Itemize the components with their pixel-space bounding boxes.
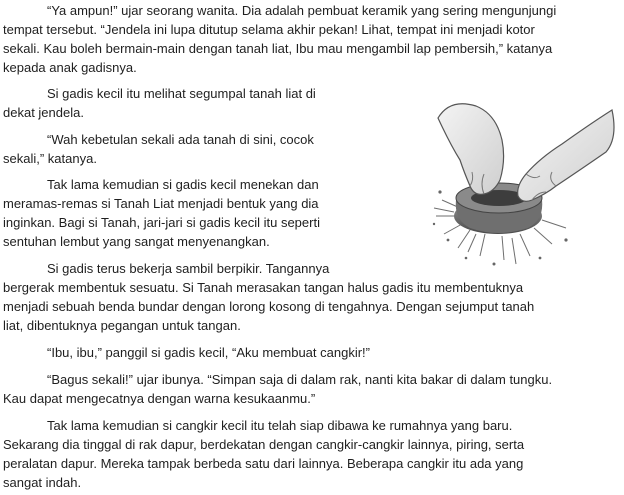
text-line: sekali. Kau boleh bermain-main dengan tanah liat, Ibu mau mengambil lap pembersih,” katanya bbox=[3, 41, 553, 56]
text-line: sentuhan lembut yang sangat menyenangkan. bbox=[3, 234, 270, 249]
text-line: menjadi sebuah benda bundar dengan lorong kosong di tengahnya. Dengan sejumput tanah bbox=[3, 299, 535, 314]
text-line: liat, dibentuknya pegangan untuk tangan. bbox=[3, 318, 241, 333]
text-line: kepada anak gadisnya. bbox=[3, 60, 137, 75]
text-line: Si gadis terus bekerja sambil berpikir. Tangannya bbox=[47, 261, 330, 276]
text-line: sangat indah. bbox=[3, 475, 82, 490]
text-line: bergerak membentuk sesuatu. Si Tanah merasakan tangan halus gadis itu membentuknya bbox=[3, 280, 524, 295]
hands-shaping-clay-icon bbox=[430, 88, 620, 268]
text-line: “Wah kebetulan sekali ada tanah di sini, cocok bbox=[47, 132, 314, 147]
text-line: inginkan. Bagi si Tanah, jari-jari si gadis kecil itu seperti bbox=[3, 215, 320, 230]
text-line: meramas-remas si Tanah Liat menjadi bentuk yang dia bbox=[3, 196, 319, 211]
text-line: “Bagus sekali!” ujar ibunya. “Simpan saja di dalam rak, nanti kita bakar di dalam tungku. bbox=[47, 372, 553, 387]
text-line: Si gadis kecil itu melihat segumpal tanah liat di bbox=[47, 86, 316, 101]
text-line: dekat jendela. bbox=[3, 105, 84, 120]
text-line: Tak lama kemudian si cangkir kecil itu telah siap dibawa ke rumahnya yang baru. bbox=[47, 418, 513, 433]
text-line: peralatan dapur. Mereka tampak berbeda satu dari lainnya. Beberapa cangkir itu ada yang bbox=[3, 456, 524, 471]
text-line: Tak lama kemudian si gadis kecil menekan dan bbox=[47, 177, 319, 192]
text-line: Sekarang dia tinggal di rak dapur, berdekatan dengan cangkir-cangkir lainnya, piring, serta bbox=[3, 437, 525, 452]
text-line: “Ibu, ibu,” panggil si gadis kecil, “Aku membuat cangkir!” bbox=[47, 345, 370, 360]
text-line: “Ya ampun!” ujar seorang wanita. Dia adalah pembuat keramik yang sering mengunjungi bbox=[47, 3, 557, 18]
text-line: tempat tersebut. “Jendela ini lupa ditutup selama akhir pekan! Lihat, tempat ini menjadi kotor bbox=[3, 22, 535, 37]
text-line: sekali,” katanya. bbox=[3, 151, 97, 166]
text-line: Kau dapat mengecatnya dengan warna kesukaanmu.” bbox=[3, 391, 316, 406]
